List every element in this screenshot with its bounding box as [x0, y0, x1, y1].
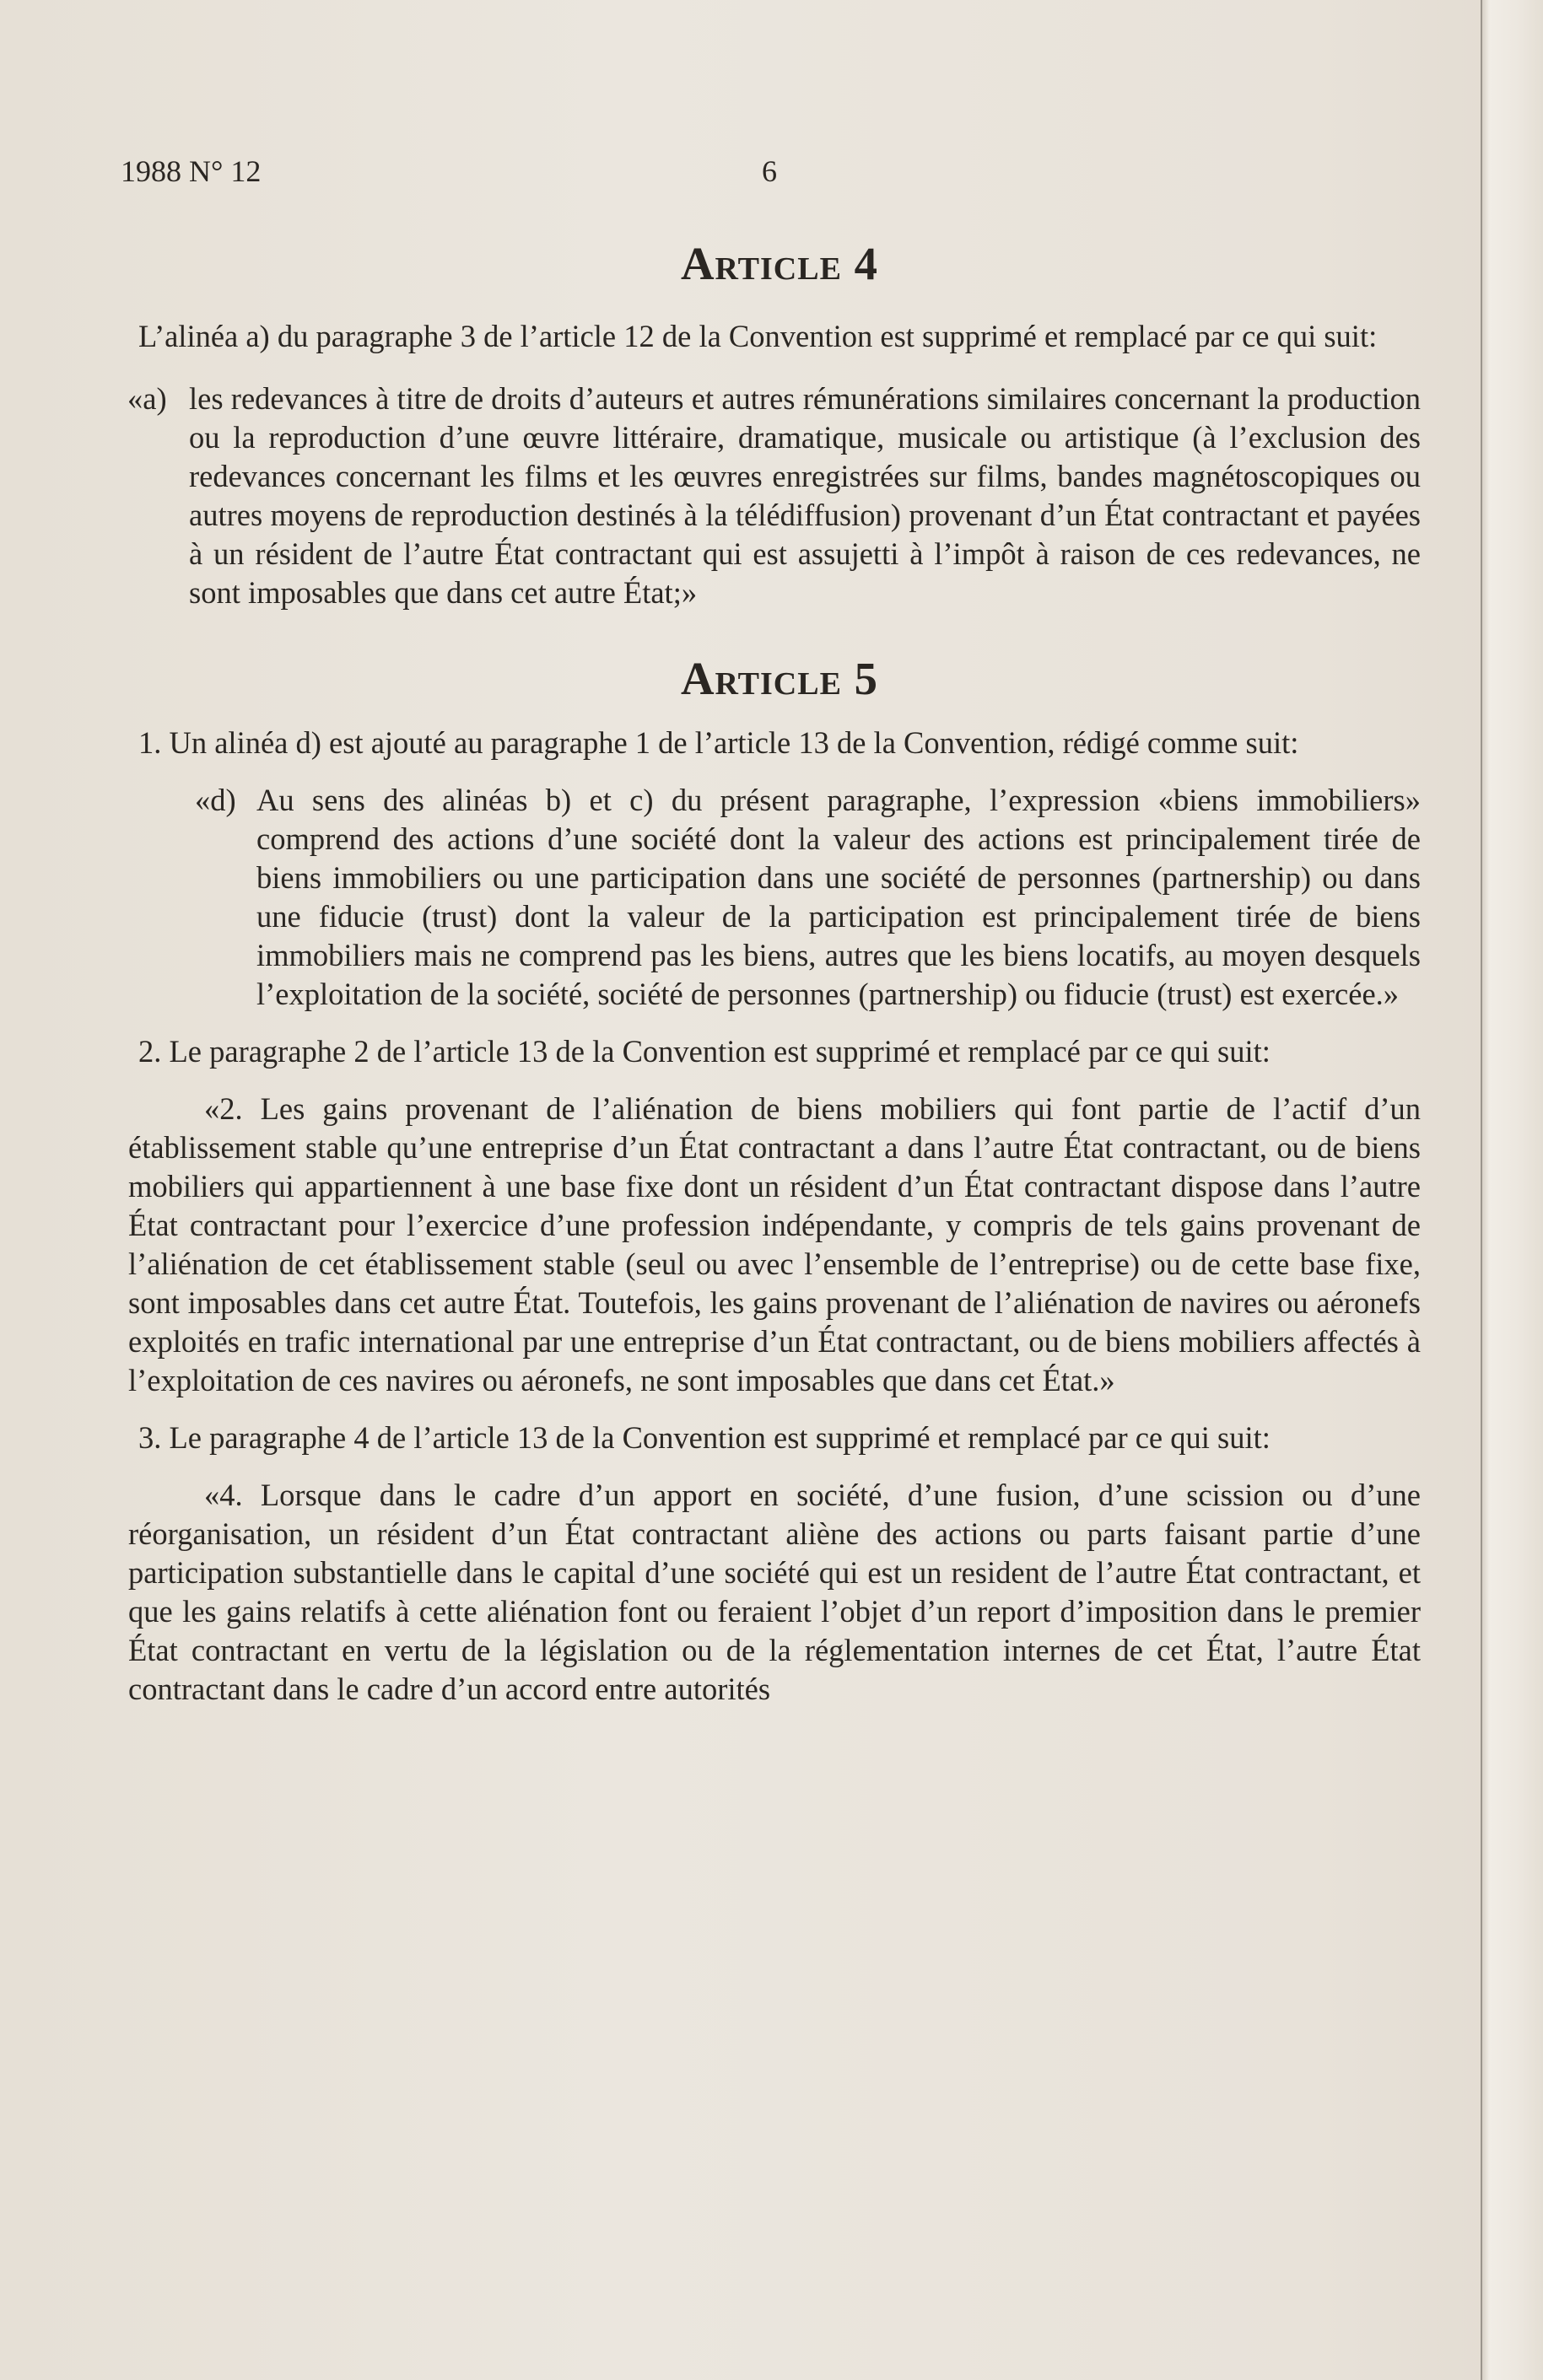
article-5-paragraph-2-quote: «2. Les gains provenant de l’aliénation de biens mobiliers qui font partie de l’actif d’un établissement stable qu’une entreprise d’un État contractant a dans l’autre État contractant, ou de biens mobiliers qui appartiennent à une base fixe dont un résident d’un État contractant dispose dans l’autre État contractant pour l’exercice d’une profession indépendante, y compris de tels gains provenant de l’aliénation de cet établissement stable (seul ou avec l’ensemble de l’entreprise) ou de cette base fixe, sont imposables dans cet autre État. Toutefois, les gains provenant de l’aliénation de navires ou aéronefs exploités en trafic international par une entreprise d’un État contractant, ou de biens mobiliers affectés à l’exploitation de ces navires ou aéronefs, ne sont imposables que dans cet État.» [128, 1091, 1421, 1397]
article-5-paragraph-1: 1. Un alinéa d) est ajouté au paragraphe 1 de l’article 13 de la Convention, rédigé comme suit: [138, 725, 1299, 760]
article-4-intro: L’alinéa a) du paragraphe 3 de l’article 12 de la Convention est supprimé et remplacé par ce qui suit: [138, 319, 1378, 353]
running-title: 1988 N° 12 [121, 154, 262, 188]
item-label: «a) [127, 381, 167, 416]
book-spine-edge [1481, 0, 1543, 2380]
article-4-heading: Article 4 [681, 238, 878, 289]
item-text: Au sens des alinéas b) et c) du présent paragraphe, l’expression «biens immobiliers» comprend des actions d’une société dont la valeur des actions est principalement tirée de biens immobiliers ou une participation dans une société de personnes (partnership) ou dans une fiducie (trust) dont la valeur de la participation est principalement tirée de biens immobiliers mais ne comprend pas les biens, autres que les biens locatifs, au moyen desquels l’exploitation de la société, société de personnes (partnership) ou fiducie (trust) est exercée.» [256, 783, 1421, 1011]
item-text: les redevances à titre de droits d’auteurs et autres rémunérations similaires concernant la production ou la reproduction d’une œuvre littéraire, dramatique, musicale ou artistique (à l’exclusion des redevances concernant les films et les œuvres enregistrées sur films, bandes magnétoscopiques ou autres moyens de reproduction destinés à la télédiffusion) provenant d’un État contractant et payées à un résident de l’autre État contractant qui est assujetti à l’impôt à raison de ces redevances, ne sont imposables que dans cet autre État;» [189, 381, 1421, 610]
article-4-item-a [127, 380, 1421, 612]
item-label: «d) [195, 783, 236, 817]
article-5-paragraph-3: 3. Le paragraphe 4 de l’article 13 de la Convention est supprimé et remplacé par ce qui suit: [138, 1420, 1271, 1455]
page-body [127, 238, 1421, 1709]
article-5-paragraph-2: 2. Le paragraphe 2 de l’article 13 de la Convention est supprimé et remplacé par ce qui suit: [138, 1034, 1271, 1069]
article-5-item-d [195, 781, 1421, 1014]
page-number: 6 [762, 154, 777, 188]
article-5-paragraph-3-quote: «4. Lorsque dans le cadre d’un apport en société, d’une fusion, d’une scission ou d’une réorganisation, un résident d’un État contractant aliène des actions ou parts faisant partie d’une participation substantielle dans le capital d’une société qui est un resident de l’autre État contractant, et que les gains relatifs à cette aliénation font ou feraient l’objet d’un report d’imposition dans le premier État contractant en vertu de la législation ou de la réglementation internes de cet État, l’autre État contractant dans le cadre d’un accord entre autorités [128, 1478, 1421, 1706]
article-5-heading: Article 5 [681, 653, 878, 704]
page-header [121, 153, 1420, 196]
